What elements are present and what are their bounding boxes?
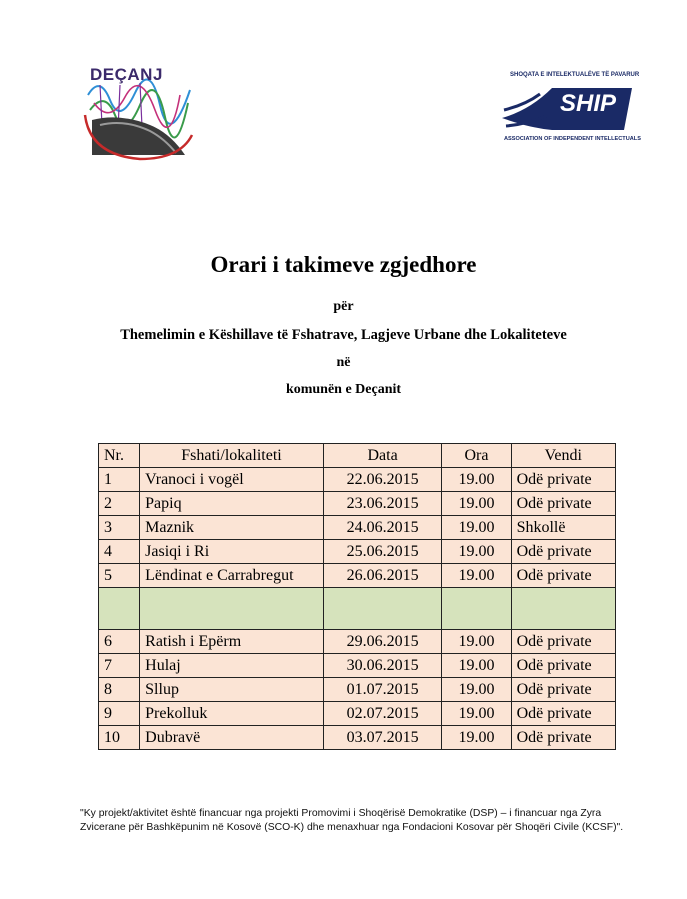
empty-cell xyxy=(511,588,615,630)
table-row xyxy=(99,492,616,516)
ship-logo-top-text: SHOQATA E INTELEKTUALËVE TË PAVARUR xyxy=(510,72,640,78)
cell-time: 19.00 xyxy=(442,492,511,516)
cell-nr: 3 xyxy=(99,516,140,540)
cell-time: 19.00 xyxy=(442,564,511,588)
page-title: Orari i takimeve zgjedhore xyxy=(210,252,477,277)
cell-venue: Odë private xyxy=(511,702,615,726)
cell-time: 19.00 xyxy=(442,516,511,540)
table-row xyxy=(99,468,616,492)
cell-date: 23.06.2015 xyxy=(323,492,441,516)
cell-date: 26.06.2015 xyxy=(323,564,441,588)
cell-venue: Odë private xyxy=(511,726,615,750)
cell-village: Hulaj xyxy=(140,654,324,678)
table-row xyxy=(99,516,616,540)
empty-cell xyxy=(99,588,140,630)
cell-village: Ratish i Epërm xyxy=(140,630,324,654)
schedule-table xyxy=(98,443,616,750)
header-date: Data xyxy=(323,444,441,468)
cell-date: 03.07.2015 xyxy=(323,726,441,750)
cell-village: Papiq xyxy=(140,492,324,516)
cell-date: 25.06.2015 xyxy=(323,540,441,564)
header-time: Ora xyxy=(442,444,511,468)
cell-date: 02.07.2015 xyxy=(323,702,441,726)
empty-cell xyxy=(140,588,324,630)
decanj-logo xyxy=(80,55,200,167)
cell-nr: 10 xyxy=(99,726,140,750)
header-nr: Nr. xyxy=(99,444,140,468)
decanj-logo-text: DEÇANJ xyxy=(90,65,163,84)
header-village: Fshati/lokaliteti xyxy=(140,444,324,468)
cell-nr: 5 xyxy=(99,564,140,588)
empty-cell xyxy=(442,588,511,630)
cell-village: Vranoci i vogël xyxy=(140,468,324,492)
ship-logo-bottom-text: ASSOCIATION OF INDEPENDENT INTELLECTUALS xyxy=(504,136,641,142)
cell-venue: Odë private xyxy=(511,630,615,654)
cell-village: Dubravë xyxy=(140,726,324,750)
subtitle-line-1: për xyxy=(333,299,354,314)
table-row xyxy=(99,564,616,588)
cell-nr: 9 xyxy=(99,702,140,726)
table-row xyxy=(99,678,616,702)
cell-date: 22.06.2015 xyxy=(323,468,441,492)
cell-time: 19.00 xyxy=(442,468,511,492)
cell-date: 24.06.2015 xyxy=(323,516,441,540)
cell-village: Maznik xyxy=(140,516,324,540)
cell-nr: 7 xyxy=(99,654,140,678)
cell-venue: Odë private xyxy=(511,540,615,564)
funding-footnote: "Ky projekt/aktivitet është financuar nga projekti Promovimi i Shoqërisë Demokratike (DSP) – i financuar nga Zyra Zvicerane për Bashkëpunim në Kosovë (SCO-K) dhe menaxhuar nga Fondacioni Kosovar për Shoqëri Civile (KCSF)". xyxy=(80,808,624,833)
subtitle-line-3: në xyxy=(336,355,351,370)
cell-time: 19.00 xyxy=(442,726,511,750)
table-row xyxy=(99,540,616,564)
cell-venue: Odë private xyxy=(511,492,615,516)
cell-date: 29.06.2015 xyxy=(323,630,441,654)
ship-logo-brand: SHIP xyxy=(560,90,617,117)
cell-nr: 2 xyxy=(99,492,140,516)
ship-logo xyxy=(500,72,640,152)
cell-village: Sllup xyxy=(140,678,324,702)
cell-village: Prekolluk xyxy=(140,702,324,726)
table-row xyxy=(99,654,616,678)
cell-village: Lëndinat e Carrabregut xyxy=(140,564,324,588)
cell-time: 19.00 xyxy=(442,654,511,678)
cell-village: Jasiqi i Ri xyxy=(140,540,324,564)
table-row xyxy=(99,726,616,750)
cell-time: 19.00 xyxy=(442,540,511,564)
header-venue: Vendi xyxy=(511,444,615,468)
cell-time: 19.00 xyxy=(442,702,511,726)
subtitle-line-4: komunën e Deçanit xyxy=(285,382,402,397)
cell-venue: Odë private xyxy=(511,654,615,678)
cell-venue: Odë private xyxy=(511,678,615,702)
subtitle-line-2: Themelimin e Këshillave të Fshatrave, Lagjeve Urbane dhe Lokaliteteve xyxy=(120,327,567,343)
cell-nr: 6 xyxy=(99,630,140,654)
cell-time: 19.00 xyxy=(442,630,511,654)
cell-date: 30.06.2015 xyxy=(323,654,441,678)
cell-time: 19.00 xyxy=(442,678,511,702)
cell-date: 01.07.2015 xyxy=(323,678,441,702)
cell-venue: Shkollë xyxy=(511,516,615,540)
empty-cell xyxy=(323,588,441,630)
table-header-row xyxy=(99,444,616,468)
cell-venue: Odë private xyxy=(511,468,615,492)
cell-venue: Odë private xyxy=(511,564,615,588)
table-row xyxy=(99,702,616,726)
cell-nr: 4 xyxy=(99,540,140,564)
table-row xyxy=(99,630,616,654)
cell-nr: 8 xyxy=(99,678,140,702)
cell-nr: 1 xyxy=(99,468,140,492)
table-separator-row xyxy=(99,588,616,630)
